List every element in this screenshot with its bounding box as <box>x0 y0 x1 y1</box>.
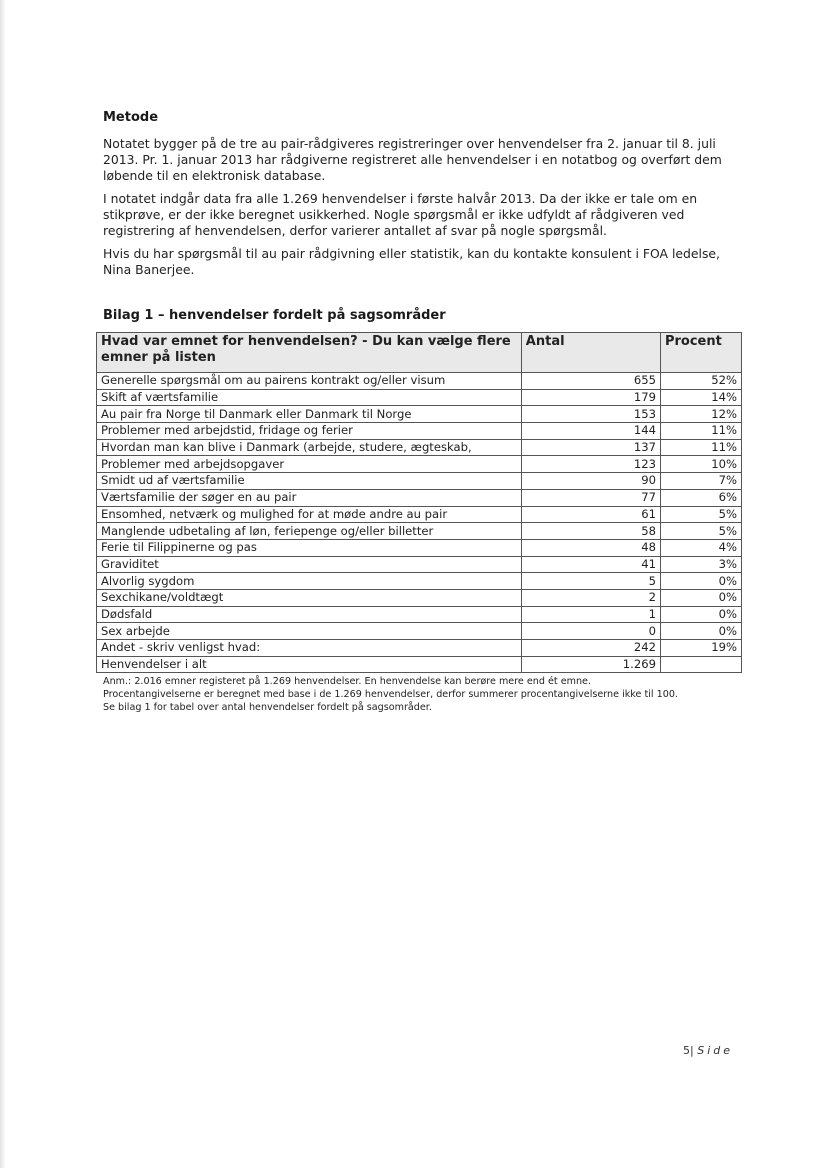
row-procent: 6% <box>660 489 741 506</box>
footer-side-label: Side <box>697 1044 734 1057</box>
row-topic: Graviditet <box>97 556 522 573</box>
row-procent <box>660 656 741 673</box>
row-topic: Andet - skriv venligst hvad: <box>97 640 522 657</box>
row-procent: 7% <box>660 473 741 490</box>
row-topic: Alvorlig sygdom <box>97 573 522 590</box>
row-topic: Hvordan man kan blive i Danmark (arbejde, studere, ægteskab, <box>97 439 522 456</box>
page-footer <box>683 1044 733 1057</box>
row-topic: Skift af værtsfamilie <box>97 389 522 406</box>
row-topic: Problemer med arbejdstid, fridage og ferier <box>97 423 522 440</box>
table-row <box>97 656 742 673</box>
table-row <box>97 623 742 640</box>
header-procent: Procent <box>660 333 741 373</box>
row-topic: Værtsfamilie der søger en au pair <box>97 489 522 506</box>
row-procent: 14% <box>660 389 741 406</box>
row-topic: Sexchikane/voldtægt <box>97 589 522 606</box>
row-antal: 123 <box>521 456 660 473</box>
row-procent: 5% <box>660 506 741 523</box>
row-procent: 0% <box>660 606 741 623</box>
row-antal: 179 <box>521 389 660 406</box>
table-row <box>97 640 742 657</box>
row-antal: 77 <box>521 489 660 506</box>
metode-paragraph-1: Notatet bygger på de tre au pair-rådgiveres registreringer over henvendelser fra 2. januar til 8. juli 2013. Pr. 1. januar 2013 har rådgiverne registreret alle henvendelser i en notatbog og overført dem løbende til en elektronisk database. <box>103 136 722 183</box>
metode-heading: Metode <box>103 110 159 125</box>
row-procent: 12% <box>660 406 741 423</box>
row-antal: 5 <box>521 573 660 590</box>
table-row <box>97 423 742 440</box>
scan-edge <box>0 0 6 1168</box>
row-antal: 137 <box>521 439 660 456</box>
row-procent: 52% <box>660 373 741 390</box>
row-antal: 655 <box>521 373 660 390</box>
row-topic: Problemer med arbejdsopgaver <box>97 456 522 473</box>
header-topic: Hvad var emnet for henvendelsen? - Du kan vælge flere emner på listen <box>97 333 522 373</box>
table-row <box>97 606 742 623</box>
row-procent: 10% <box>660 456 741 473</box>
table-row <box>97 573 742 590</box>
table-row <box>97 589 742 606</box>
bilag-heading: Bilag 1 – henvendelser fordelt på sagsområder <box>103 308 446 323</box>
row-topic: Sex arbejde <box>97 623 522 640</box>
table-row <box>97 456 742 473</box>
row-procent: 0% <box>660 589 741 606</box>
row-topic: Ensomhed, netværk og mulighed for at møde andre au pair <box>97 506 522 523</box>
row-antal: 61 <box>521 506 660 523</box>
row-topic: Manglende udbetaling af løn, feriepenge og/eller billetter <box>97 523 522 540</box>
table-row <box>97 373 742 390</box>
row-antal: 58 <box>521 523 660 540</box>
topics-table <box>96 332 742 673</box>
row-topic: Dødsfald <box>97 606 522 623</box>
row-topic: Ferie til Filippinerne og pas <box>97 539 522 556</box>
row-antal: 41 <box>521 556 660 573</box>
row-procent: 19% <box>660 640 741 657</box>
header-antal: Antal <box>521 333 660 373</box>
table-row <box>97 539 742 556</box>
table-notes <box>103 675 743 714</box>
row-topic: Smidt ud af værtsfamilie <box>97 473 522 490</box>
table-header-row <box>97 333 742 373</box>
row-topic: Au pair fra Norge til Danmark eller Danmark til Norge <box>97 406 522 423</box>
page-number: 5 <box>683 1044 690 1057</box>
row-procent: 5% <box>660 523 741 540</box>
row-procent: 3% <box>660 556 741 573</box>
row-antal: 2 <box>521 589 660 606</box>
table-row <box>97 439 742 456</box>
row-procent: 4% <box>660 539 741 556</box>
footer-separator: | <box>690 1044 694 1057</box>
table-row <box>97 406 742 423</box>
metode-paragraph-2: I notatet indgår data fra alle 1.269 henvendelser i første halvår 2013. Da der ikke er tale om en stikprøve, er der ikke beregnet usikkerhed. Nogle spørgsmål er ikke udfyldt af rådgiveren ved registrering af henvendelsen, derfor varierer antallet af svar på nogle spørgsmål. <box>103 191 698 238</box>
table-row <box>97 506 742 523</box>
note-line-3: Se bilag 1 for tabel over antal henvendelser fordelt på sagsområder. <box>103 702 432 713</box>
row-antal: 90 <box>521 473 660 490</box>
note-line-1: Anm.: 2.016 emner registeret på 1.269 henvendelser. En henvendelse kan berøre mere end ét emne. <box>103 676 591 687</box>
row-topic: Generelle spørgsmål om au pairens kontrakt og/eller visum <box>97 373 522 390</box>
row-procent: 0% <box>660 623 741 640</box>
note-line-2: Procentangivelserne er beregnet med base i de 1.269 henvendelser, derfor summerer procentangivelserne ikke til 100. <box>103 689 678 700</box>
row-antal: 144 <box>521 423 660 440</box>
table-row <box>97 473 742 490</box>
row-topic: Henvendelser i alt <box>97 656 522 673</box>
metode-paragraph-3: Hvis du har spørgsmål til au pair rådgivning eller statistik, kan du kontakte konsulent i FOA ledelse, Nina Banerjee. <box>103 246 720 277</box>
row-antal: 1 <box>521 606 660 623</box>
table-row <box>97 489 742 506</box>
row-procent: 0% <box>660 573 741 590</box>
row-procent: 11% <box>660 423 741 440</box>
table-row <box>97 389 742 406</box>
row-antal: 48 <box>521 539 660 556</box>
row-antal: 153 <box>521 406 660 423</box>
table-body <box>97 373 742 673</box>
row-antal: 242 <box>521 640 660 657</box>
table-row <box>97 523 742 540</box>
row-antal: 1.269 <box>521 656 660 673</box>
table-row <box>97 556 742 573</box>
row-procent: 11% <box>660 439 741 456</box>
row-antal: 0 <box>521 623 660 640</box>
